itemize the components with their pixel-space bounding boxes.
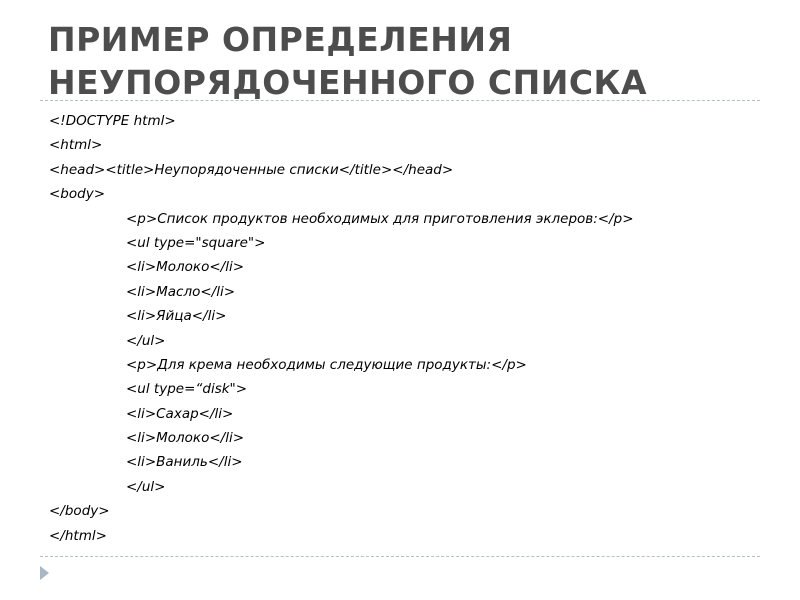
code-line: <li>Молоко</li>	[126, 259, 245, 276]
slide-title-line-1: ПРИМЕР ОПРЕДЕЛЕНИЯ	[48, 20, 513, 59]
title-divider	[40, 100, 760, 101]
code-line: <ul type="square">	[126, 234, 266, 251]
code-line: <p>Для крема необходимы следующие продукты:</p>	[126, 356, 527, 373]
code-line: <body>	[49, 186, 106, 203]
code-line: <li>Масло</li>	[126, 283, 236, 300]
slide-title	[48, 18, 768, 104]
code-line: <li>Ваниль</li>	[126, 454, 243, 471]
slide-title-line-2: НЕУПОРЯДОЧЕННОГО СПИСКА	[48, 63, 648, 102]
code-line: <li>Молоко</li>	[126, 430, 245, 447]
triangle-right-icon	[40, 566, 49, 580]
code-line: <head><title>Неупорядоченные списки</title></head>	[49, 161, 454, 178]
code-line: </body>	[49, 503, 110, 520]
code-line: <!DOCTYPE html>	[49, 113, 176, 129]
code-line: <html>	[49, 137, 103, 154]
code-listing	[49, 109, 769, 548]
code-line: </ul>	[126, 478, 166, 495]
code-line: </ul>	[126, 332, 166, 349]
code-line: <li>Сахар</li>	[126, 405, 234, 422]
code-line: <p>Список продуктов необходимых для приготовления эклеров:</p>	[126, 210, 634, 227]
code-line: <ul type=“disk">	[126, 381, 248, 398]
code-line: </html>	[49, 527, 107, 544]
footer-divider	[40, 556, 760, 557]
code-line: <li>Яйца</li>	[126, 308, 227, 325]
